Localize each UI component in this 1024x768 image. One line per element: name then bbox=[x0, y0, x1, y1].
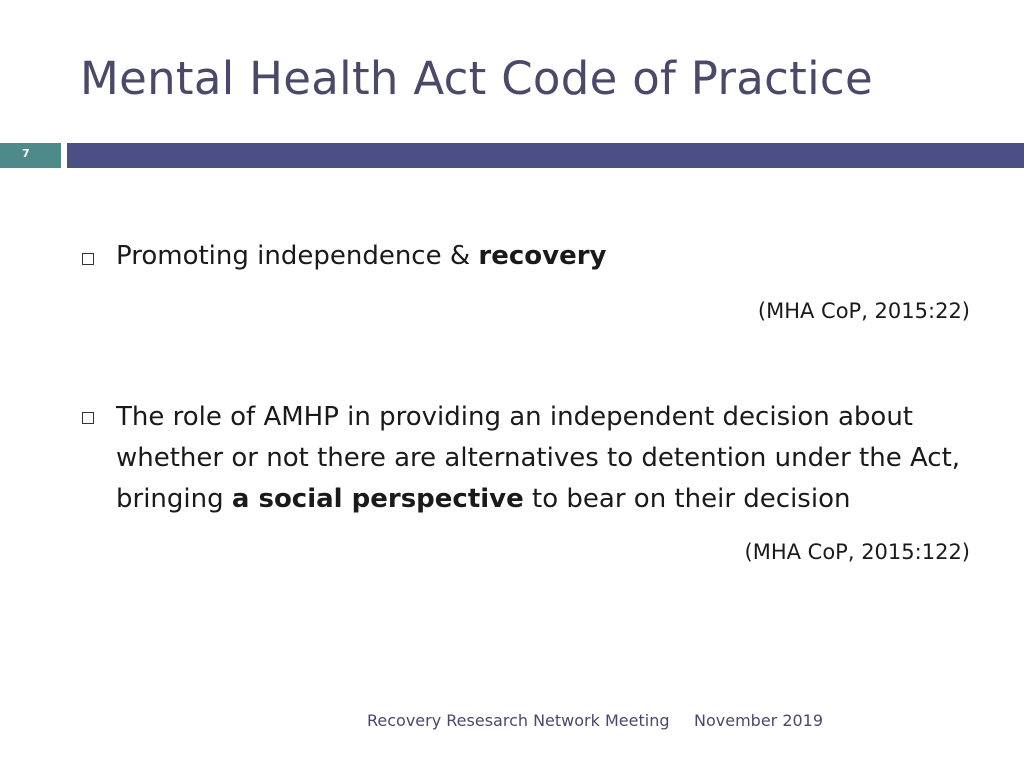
bullet-2-text-bold: a social perspective bbox=[231, 484, 524, 514]
bullet-1-text-bold: recovery bbox=[478, 241, 607, 271]
bullet-text-1 bbox=[116, 241, 607, 271]
bullet-2-text-before: The role of AMHP in providing an independent decision about whether or not there are alternatives to detention under the Act, bringing bbox=[116, 402, 961, 514]
slide-number-box bbox=[0, 143, 61, 168]
citation-1: (MHA CoP, 2015:22) bbox=[757, 299, 970, 323]
footer-date: November 2019 bbox=[694, 711, 824, 730]
footer-event: Recovery Resesarch Network Meeting bbox=[367, 711, 670, 730]
bullet-1-text-before: Promoting independence & bbox=[116, 241, 479, 271]
bullet-square-icon bbox=[82, 412, 94, 424]
slide-number: 7 bbox=[22, 147, 30, 160]
bullet-square-icon bbox=[82, 253, 94, 265]
bullet-2-text-after: to bear on their decision bbox=[523, 484, 851, 514]
title-divider-bar bbox=[67, 143, 1024, 168]
citation-2: (MHA CoP, 2015:122) bbox=[744, 540, 970, 564]
slide-title: Mental Health Act Code of Practice bbox=[80, 52, 873, 105]
bullet-text-2 bbox=[116, 397, 976, 520]
